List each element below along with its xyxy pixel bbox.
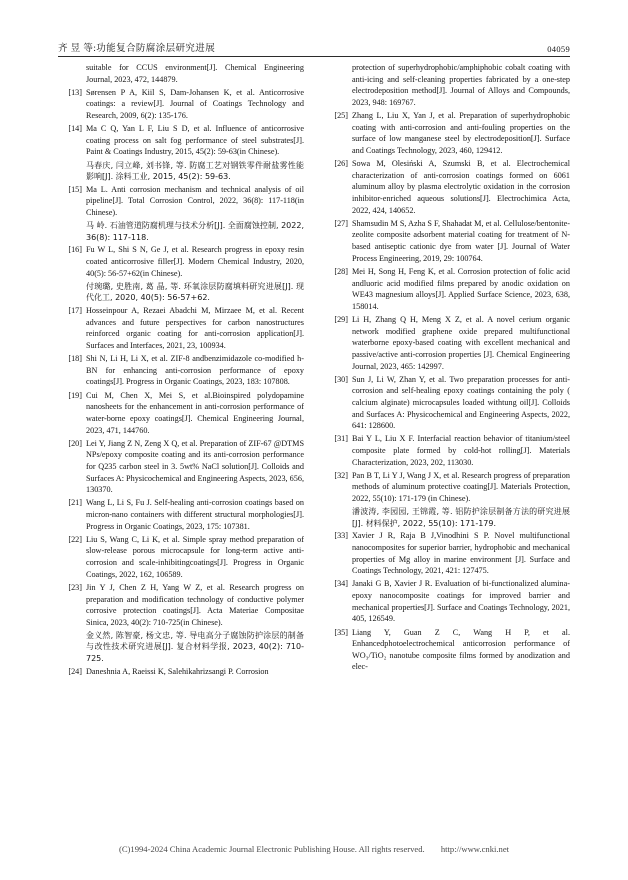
reference-text: Jin Y J, Chen Z H, Yang W Z, et al. Research progress on preparation and modification technology of conductive polymer corrosive protection coatings[J]. Acta Materiae Compositae Sinica, 2023, 40(2): 710-725(in Chinese). [86,582,304,627]
reference-number: [29] [334,314,348,324]
reference-item [58,220,304,243]
reference-text: Lei Y, Jiang Z N, Zeng X Q, et al. Preparation of ZIF-67 @DTMS NPs/epoxy composite coating and its anti-corrosion performance for Q235 carbon steel in 3. 5wt% NaCl solution[J]. Colloids and Surfaces A: Physicochemical and Engineering Aspects, 2023, 656, 130370. [86,438,304,495]
reference-text: Hosseinpour A, Rezaei Abadchi M, Mirzaee M, et al. Recent advances and future perspectives for carbon nanostructures reinforced organic coating for anti-corrosion application[J]. Surfaces and Interfaces, 2021, 23, 100934. [86,306,304,351]
reference-item [324,470,570,505]
reference-number: [35] [334,627,348,637]
reference-text: Sun J, Li W, Zhan Y, et al. Two preparation processes for anti-corrosion and self-healing epoxy coatings containing the poly ( calcium alginate) microcapsules loaded withtung oil[J]. Colloids and Surfaces A: Physicochemical and Engineering Aspects, 2022, 641: 128600. [352,374,570,431]
reference-number: [14] [68,124,82,134]
page-header [58,36,570,57]
reference-text: suitable for CCUS environment[J]. Chemical Engineering Journal, 2023, 472, 144879. [86,63,304,84]
reference-number: [19] [68,390,82,400]
reference-text: Shi N, Li H, Li X, et al. ZIF-8 andbenzimidazole co-modified h-BN for enhancing anti-corrosion performance of epoxy coatings[J]. Progress in Organic Coatings, 2023, 183: 107808. [86,354,304,387]
reference-number: [17] [68,306,82,316]
reference-text: Cui M, Chen X, Mei S, et al.Bioinspired polydopamine nanosheets for the enhancement in anti-corrosion performance of water-borne epoxy coatings[J]. Chemical Engineering Journal, 2023, 471, 144760. [86,390,304,435]
reference-number: [31] [334,434,348,444]
reference-item [324,578,570,625]
copyright-text: (C)1994-2024 China Academic Journal Electronic Publishing House. All rights reserved. [118,844,425,854]
reference-text: Sørensen P A, Kiil S, Dam-Johansen K, et al. Anticorrosive coatings: a review[J]. Journal of Coatings Technology and Research, 2009, 6(2): 135-176. [86,87,304,121]
reference-text: Li H, Zhang Q H, Meng X Z, et al. A novel cerium organic network modified graphene oxide prepared multifunctional waterborne epoxy-based coating with excellent mechanical and passive/active anti-corrosion properties [J]. Chemical Engineering Journal, 2023, 465: 142997. [352,314,570,371]
reference-text: 马春庆, 闫立峰, 刘书锋, 等. 防腐工艺对钢铁零件耐盐雾性能影响[J]. 涂料工业, 2015, 45(2): 59-63. [86,160,304,181]
reference-text: 付琬璐, 史胜南, 葛 晶, 等. 环氧涂层防腐填料研究进展[J]. 现代化工, 2020, 40(5): 56-57+62. [86,281,304,303]
page-footer [0,844,628,854]
page-number: 04059 [547,44,570,54]
reference-item [324,110,570,157]
reference-number: [13] [68,87,82,97]
reference-text: Ma C Q, Yan L F, Liu S D, et al. Influence of anticorrosive coating process on salt fog performance of steel substrates[J]. Paint & Coatings Industry, 2015, 45(2): 59-63(in Chinese). [86,124,304,157]
reference-columns [58,62,570,814]
reference-item [324,627,570,674]
reference-item [58,123,304,158]
reference-number: [23] [68,582,82,592]
reference-number: [21] [68,498,82,508]
reference-number: [18] [68,354,82,364]
reference-item [324,506,570,529]
reference-item [324,314,570,372]
reference-text: 潘波涛, 李园园, 王锦霞, 等. 铝防护涂层制备方法的研究进展[J]. 材料保护, 2022, 55(10): 171-179. [352,507,570,528]
reference-text: 金义然, 陈智豪, 杨文忠, 等. 导电高分子腐蚀防护涂层的制备与改性技术研究进展[J]. 复合材料学报, 2023, 40(2): 710-725. [86,630,304,663]
reference-item [58,666,304,678]
reference-item [324,530,570,577]
reference-text: Mei H, Song H, Feng K, et al. Corrosion protection of folic acid andluoric acid modified films prepared by anodic oxidation on WE43 magnesium alloys[J]. Applied Surface Science, 2023, 638, 158014. [352,266,570,311]
reference-item [324,62,570,109]
reference-number: [15] [68,184,82,194]
reference-number: [33] [334,531,348,541]
reference-item [324,218,570,265]
running-title: 齐 昱 等:功能复合防腐涂层研究进展 [58,44,216,54]
reference-text: Daneshnia A, Raeissi K, Salehikahrizsangi P. Corrosion [86,666,269,676]
reference-number: [26] [334,159,348,169]
reference-item [58,353,304,388]
reference-text: Shamsudin M S, Azha S F, Shahadat M, et al. Cellulose/bentonite-zeolite composite adsorbent material coating for treatment of N-based antiseptic cationic dye from water [J]. Journal of Water Process Engineering, 2019, 29: 100764. [352,218,570,263]
reference-column-right [324,62,570,814]
reference-number: [22] [68,534,82,544]
reference-item [324,266,570,313]
reference-item [58,62,304,85]
reference-number: [28] [334,266,348,276]
reference-text: Janaki G B, Xavier J R. Evaluation of bi-functionalized alumina-epoxy nanocomposite coatings for improved barrier and mechanical properties[J]. Surface and Coatings Technology, 2021, 405, 126549. [352,579,570,624]
reference-number: [25] [334,111,348,121]
reference-item [324,158,570,216]
reference-text: 马 岭. 石油管道防腐机理与技术分析[J]. 全面腐蚀控制, 2022, 36(8): 117-118. [86,221,304,242]
reference-number: [27] [334,218,348,228]
reference-column-left [58,62,304,814]
reference-item [58,184,304,219]
reference-number: [34] [334,579,348,589]
reference-text: Ma L. Anti corrosion mechanism and technical analysis of oil pipeline[J]. Total Corrosion Control, 2022, 36(8): 117-118(in Chinese). [86,184,304,218]
reference-item [58,497,304,532]
reference-item [58,438,304,496]
reference-text: Bai Y L, Liu X F. Interfacial reaction behavior of titanium/steel composite plate formed by cold-hot rolling[J]. Materials Characterization, 2023, 202, 113030. [352,434,570,467]
reference-number: [32] [334,470,348,480]
reference-text: Wang L, Li S, Fu J. Self-healing anti-corrosion coatings based on micron-nano containers with different structural morphologies[J]. Progress in Organic Coatings, 2023, 175: 107381. [86,498,304,531]
reference-number: [24] [68,666,82,676]
reference-item [324,374,570,432]
reference-text: Sowa M, Olesiński A, Szumski B, et al. Electrochemical characterization of anti-corrosion coatings formed on 6061 aluminum alloy by plasma electrolytic oxidation in the corrosion inhibitor-enriched aqueous solutions[J]. Electrochimica Acta, 2022, 424, 140652. [352,159,570,215]
reference-item [58,534,304,581]
reference-text: Zhang L, Liu X, Yan J, et al. Preparation of superhydrophobic coating with anti-corrosion and anti-fouling properties on the surface of low manganese steel by electrodeposition[J]. Surface and Coatings Technology, 2023, 460, 129412. [352,111,570,155]
reference-item [58,160,304,183]
reference-text: Liang Y, Guan Z C, Wang H P, et al. Enhancedphotoelectrochemical anticorrosion performance of WO₃/TiO₂ nanotube composite films formed by anodization and elec- [352,627,570,672]
reference-text: Pan B T, Li Y J, Wang J X, et al. Research progress of preparation methods of aluminum protective coating[J]. Materials Protection, 2022, 55(10): 171-179 (in Chinese). [352,470,570,504]
reference-item [58,281,304,304]
reference-item [58,390,304,437]
reference-number: [30] [334,374,348,384]
reference-text: Liu S, Wang C, Li K, et al. Simple spray method preparation of slow-release porous microcapsule for long-term active anti-corrosion and scale-inhibitingcoatings[J]. Progress in Organic Coatings, 2022, 162, 106589. [86,534,304,579]
reference-number: [16] [68,245,82,255]
reference-item [58,87,304,122]
reference-item [58,582,304,629]
cnki-url[interactable]: http://www.cnki.net [440,844,510,854]
reference-number: [20] [68,438,82,448]
reference-item [324,433,570,468]
reference-text: Xavier J R, Raja B J,Vinodhini S P. Novel multifunctional nanocomposites for superior barrier, hydrophobic and mechanical properties of Mg alloy in marine environment [J]. Surface and Coatings Technology, 2021, 421: 127475. [352,531,570,576]
reference-item [58,630,304,664]
reference-text: protection of superhydrophobic/amphiphobic cobalt coating with anti-icing and self-cleaning properties fabricated by a one-step electrodeposition method[J]. Journal of Alloys and Compounds, 2023, 948: 169767. [352,63,570,107]
reference-item [58,244,304,279]
reference-item [58,305,304,352]
reference-text: Fu W L, Shi S N, Ge J, et al. Research progress in epoxy resin coated anticorrosive filler[J]. Modern Chemical Industry, 2020, 40(5): 56-57+62(in Chinese). [86,245,304,278]
